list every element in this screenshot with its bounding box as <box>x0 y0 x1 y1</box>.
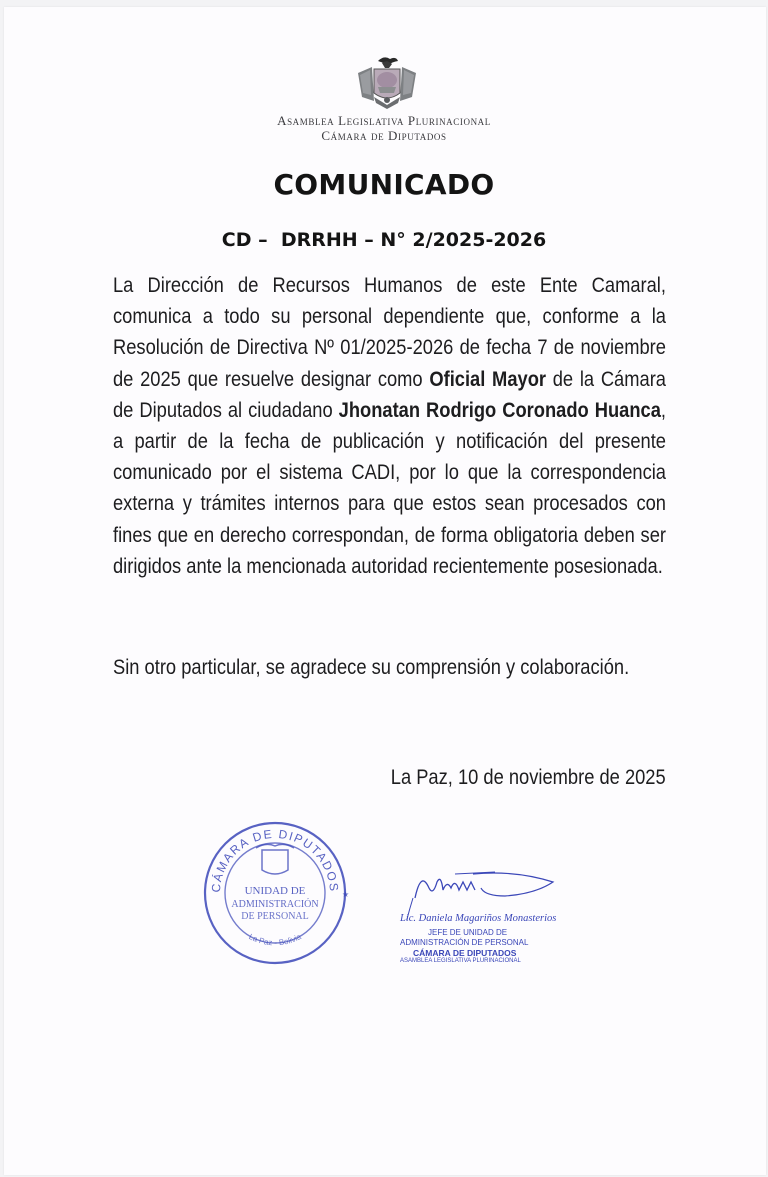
signatory-role-4: ASAMBLEA LEGISLATIVA PLURINACIONAL <box>400 958 521 964</box>
official-seal-stamp <box>200 818 350 968</box>
signatory-role-2: ADMINISTRACIÓN DE PERSONAL <box>400 938 529 947</box>
signature-block <box>385 860 565 970</box>
document-reference-number: CD – DRRHH – N° 2/2025-2026 <box>221 229 547 251</box>
document-title: COMUNICADO <box>273 168 495 201</box>
appointed-person: Jhonatan Rodrigo Coronado Huanca <box>338 397 661 422</box>
institution-name: Asamblea Legislativa Plurinacional <box>277 113 491 128</box>
chamber-name: Cámara de Diputados <box>321 128 447 143</box>
svg-text:DE PERSONAL: DE PERSONAL <box>241 911 309 922</box>
svg-text:ADMINISTRACIÓN: ADMINISTRACIÓN <box>231 899 319 910</box>
appointed-position: Oficial Mayor <box>429 366 547 391</box>
svg-text:UNIDAD DE: UNIDAD DE <box>244 885 306 897</box>
paragraph-main <box>113 270 666 582</box>
paragraph-closing: Sin otro particular, se agradece su comprensión y colaboración. <box>113 655 630 679</box>
svg-text:La Paz - Bolivia: La Paz - Bolivia <box>247 932 303 948</box>
svg-text:CÁMARA DE DIPUTADOS <box>209 827 341 893</box>
paragraph-main-text-2: de la Cámara de Diputados al ciudadano <box>113 366 666 422</box>
signatory-name: Lic. Daniela Magariños Monasterios <box>400 913 557 924</box>
coat-of-arms-icon <box>352 53 422 113</box>
paragraph-main-text-1: La Dirección de Recursos Humanos de este Ente Camaral, comunica a todo su personal dependiente que, conforme a la Resolución de Directiva Nº 01/2025-2026 de fecha 7 de noviembre de 2025 que resuelve designar como <box>113 273 666 391</box>
place-and-date: La Paz, 10 de noviembre de 2025 <box>391 765 666 789</box>
signatory-role-3: CÁMARA DE DIPUTADOS <box>413 948 517 958</box>
seal-outer-text: CÁMARA DE DIPUTADOS <box>208 826 342 894</box>
paragraph-main-text-3: , a partir de la fecha de publicación y notificación del presente comunicado por el sistema CADI, por lo que la correspondencia externa y trámites internos para que estos sean procesados con fines que en derecho correspondan, de forma obligatoria deben ser dirigidos ante la mencionada autoridad recientemente posesionada. <box>113 397 666 578</box>
handwritten-signature-icon <box>385 860 565 920</box>
signatory-role-1: JEFE DE UNIDAD DE <box>428 928 508 937</box>
svg-text:★: ★ <box>342 890 350 899</box>
